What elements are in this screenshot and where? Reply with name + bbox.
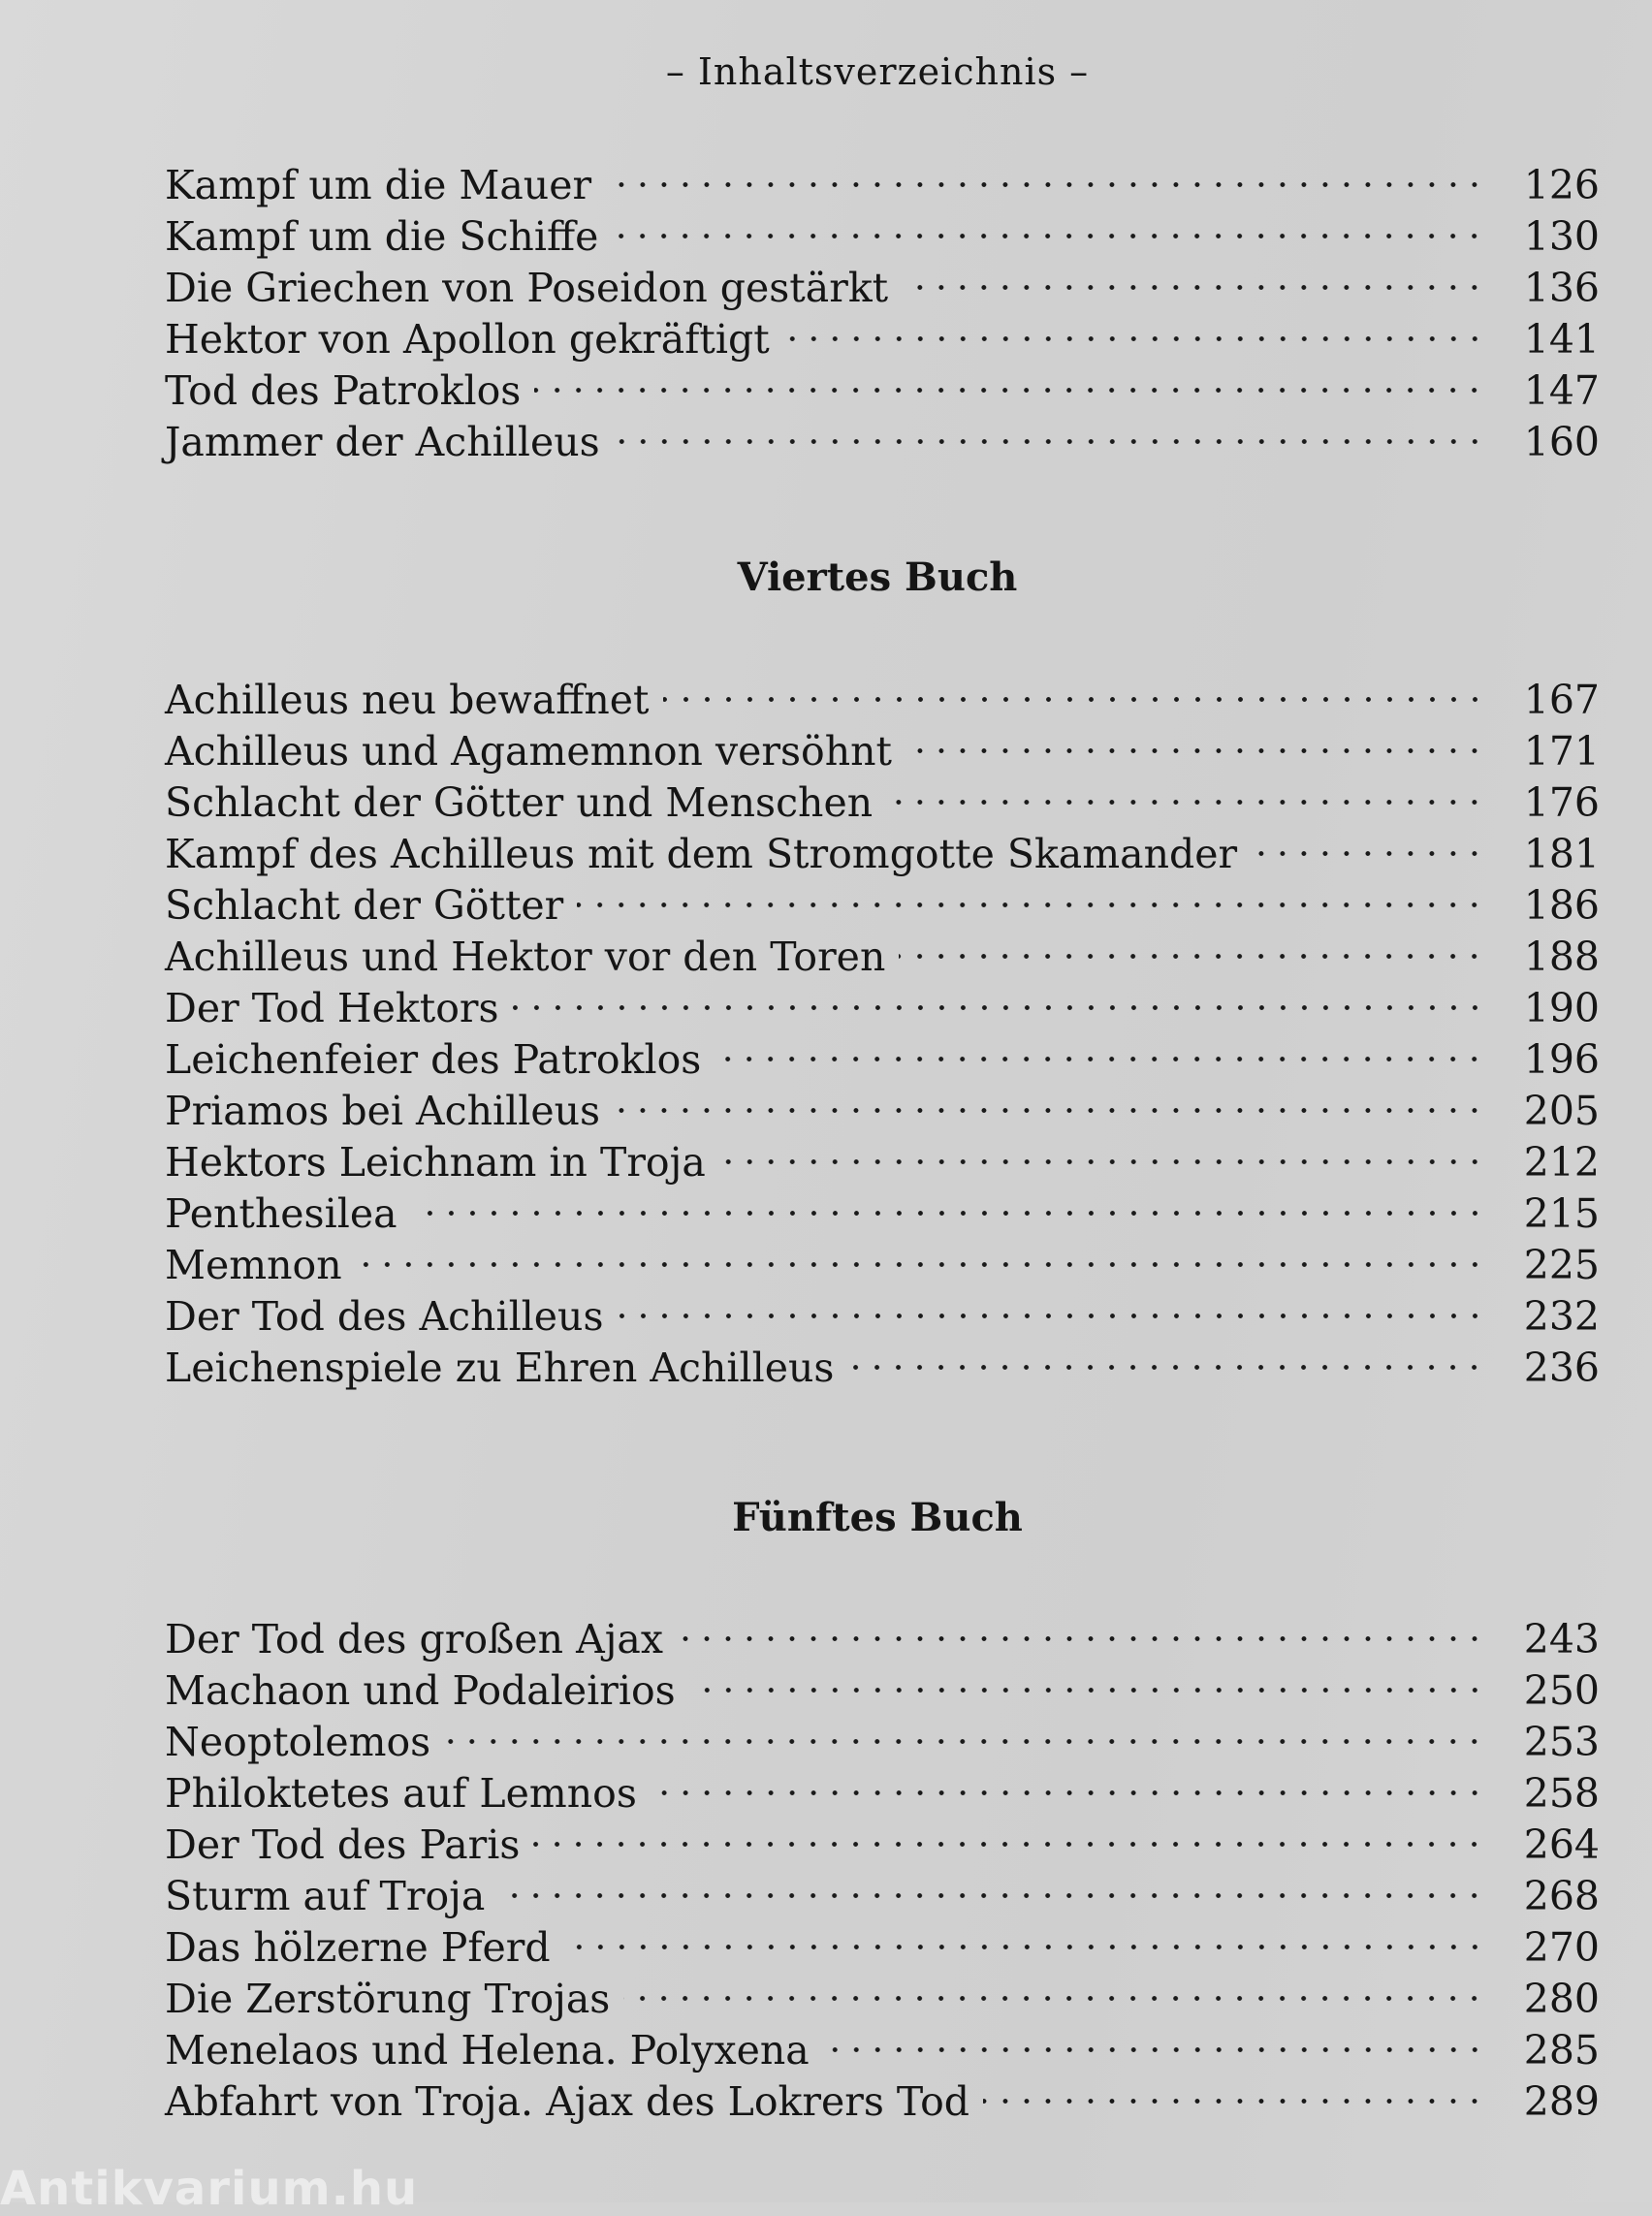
toc-entry xyxy=(165,147,1600,208)
toc-entry-title: Achilleus neu bewaffnet xyxy=(165,677,650,723)
toc-section-continued xyxy=(165,147,1600,465)
toc-entry-page: 264 xyxy=(1523,1821,1600,1868)
toc-entry-title: Das hölzerne Pferd xyxy=(165,1924,551,1971)
dot-leader xyxy=(614,404,1503,456)
toc-entry-title: Tod des Patroklos xyxy=(165,367,522,414)
toc-entry-title: Kampf um die Schiffe xyxy=(165,213,599,260)
toc-entry-page: 285 xyxy=(1523,2027,1600,2074)
toc-entry xyxy=(165,1601,1600,1662)
dot-leader xyxy=(623,1961,1503,2012)
toc-entry-page: 268 xyxy=(1523,1873,1600,1919)
dot-leader xyxy=(905,713,1503,765)
dot-leader xyxy=(356,1227,1503,1279)
toc-entry-page: 236 xyxy=(1523,1345,1600,1391)
toc-entry-title: Achilleus und Hektor vor den Toren xyxy=(165,934,886,980)
toc-entry-title: Kampf des Achilleus mit dem Stromgotte Skamander xyxy=(165,831,1238,877)
toc-entry-page: 141 xyxy=(1523,316,1600,363)
toc-entry-title: Die Zerstörung Trojas xyxy=(165,1976,611,2022)
toc-entry-title: Der Tod des Paris xyxy=(165,1821,521,1868)
dot-leader xyxy=(444,1704,1503,1756)
dot-leader xyxy=(663,662,1504,713)
toc-entry-page: 171 xyxy=(1523,728,1600,775)
toc-entry-title: Machaon und Podaleirios xyxy=(165,1667,676,1714)
toc-entry-title: Jammer der Achilleus xyxy=(165,419,600,465)
toc-entry-page: 130 xyxy=(1523,213,1600,260)
toc-entry-page: 280 xyxy=(1523,1976,1600,2022)
toc-entry-page: 258 xyxy=(1523,1770,1600,1817)
toc-entry-page: 289 xyxy=(1523,2078,1600,2125)
dot-leader xyxy=(618,1279,1503,1330)
dot-leader xyxy=(534,353,1503,404)
toc-entry-page: 215 xyxy=(1523,1190,1600,1237)
toc-entry-title: Leichenspiele zu Ehren Achilleus xyxy=(165,1345,835,1391)
toc-entry-title: Menelaos und Helena. Polyxena xyxy=(165,2027,810,2074)
toc-entry-title: Der Tod des großen Ajax xyxy=(165,1616,663,1662)
toc-entry-title: Der Tod des Achilleus xyxy=(165,1293,604,1340)
toc-entry-page: 212 xyxy=(1523,1139,1600,1186)
dot-leader xyxy=(513,970,1503,1022)
toc-entry-page: 176 xyxy=(1523,779,1600,826)
running-head: – Inhaltsverzeichnis – xyxy=(665,50,1090,93)
toc-entry-title: Die Griechen von Poseidon gestärkt xyxy=(165,265,889,311)
toc-entry-page: 188 xyxy=(1523,934,1600,980)
toc-entry-title: Achilleus und Agamemnon versöhnt xyxy=(165,728,893,775)
dot-leader xyxy=(612,199,1503,250)
toc-entry-title: Abfahrt von Troja. Ajax des Lokrers Tod xyxy=(165,2078,970,2125)
dot-leader xyxy=(715,1022,1503,1073)
toc-entry xyxy=(165,1227,1600,1288)
toc-entry-page: 190 xyxy=(1523,985,1600,1031)
toc-entry-page: 196 xyxy=(1523,1036,1600,1083)
dot-leader xyxy=(823,2012,1503,2064)
toc-entry-page: 181 xyxy=(1523,831,1600,877)
toc-entry-page: 232 xyxy=(1523,1293,1600,1340)
toc-entry-title: Schlacht der Götter xyxy=(165,882,564,929)
toc-entry-page: 205 xyxy=(1523,1088,1600,1134)
toc-entry-title: Penthesilea xyxy=(165,1190,397,1237)
toc-entry-title: Der Tod Hektors xyxy=(165,985,499,1031)
toc-entry-page: 186 xyxy=(1523,882,1600,929)
toc-section-fuenftes-buch xyxy=(165,1601,1600,2125)
dot-leader xyxy=(886,765,1503,816)
toc-entry-page: 253 xyxy=(1523,1719,1600,1765)
dot-leader xyxy=(783,301,1503,353)
toc-entry-title: Memnon xyxy=(165,1242,342,1288)
dot-leader xyxy=(498,1858,1503,1910)
dot-leader xyxy=(902,250,1503,301)
toc-entry-page: 225 xyxy=(1523,1242,1600,1288)
toc-entry-title: Kampf um die Mauer xyxy=(165,162,592,208)
dot-leader xyxy=(564,1910,1503,1961)
toc-entry-title: Hektor von Apollon gekräftigt xyxy=(165,316,770,363)
toc-entry-page: 243 xyxy=(1523,1616,1600,1662)
toc-entry-page: 126 xyxy=(1523,162,1600,208)
toc-entry-title: Leichenfeier des Patroklos xyxy=(165,1036,702,1083)
dot-leader xyxy=(719,1124,1503,1176)
dot-leader xyxy=(983,2064,1503,2115)
toc-entry-title: Sturm auf Troja xyxy=(165,1873,486,1919)
toc-entry-title: Priamos bei Achilleus xyxy=(165,1088,601,1134)
dot-leader xyxy=(411,1176,1503,1227)
dot-leader xyxy=(677,1601,1503,1653)
dot-leader xyxy=(614,1073,1503,1124)
dot-leader xyxy=(899,919,1503,970)
dot-leader xyxy=(577,868,1503,919)
dot-leader xyxy=(605,147,1503,199)
dot-leader xyxy=(533,1807,1503,1858)
toc-entry-page: 136 xyxy=(1523,265,1600,311)
toc-entry-page: 250 xyxy=(1523,1667,1600,1714)
book-heading-fuenftes: Fünftes Buch xyxy=(732,1495,1023,1540)
toc-entry-page: 147 xyxy=(1523,367,1600,414)
dot-leader xyxy=(651,1756,1503,1807)
toc-entry-title: Neoptolemos xyxy=(165,1719,431,1765)
toc-entry-page: 270 xyxy=(1523,1924,1600,1971)
toc-entry xyxy=(165,1279,1600,1340)
watermark: Antikvarium.hu xyxy=(0,2162,419,2216)
toc-entry-title: Hektors Leichnam in Troja xyxy=(165,1139,706,1186)
dot-leader xyxy=(847,1330,1503,1381)
toc-entry-title: Schlacht der Götter und Menschen xyxy=(165,779,874,826)
toc-entry-page: 160 xyxy=(1523,419,1600,465)
dot-leader xyxy=(1251,816,1503,868)
toc-entry xyxy=(165,662,1600,723)
dot-leader xyxy=(689,1653,1503,1704)
toc-section-viertes-buch xyxy=(165,662,1600,1391)
toc-entry-title: Philoktetes auf Lemnos xyxy=(165,1770,637,1817)
book-heading-viertes: Viertes Buch xyxy=(737,554,1018,600)
toc-entry-page: 167 xyxy=(1523,677,1600,723)
